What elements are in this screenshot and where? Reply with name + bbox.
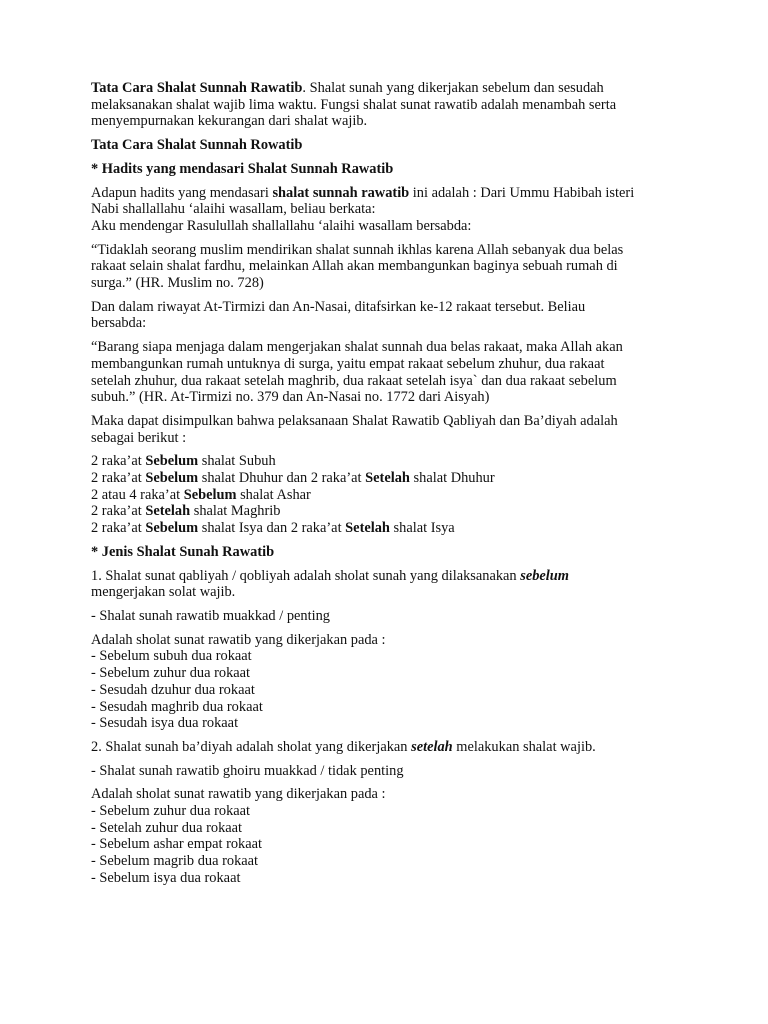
text-line: [91, 836, 691, 853]
text-line: [91, 763, 691, 780]
text-line: [91, 665, 691, 682]
text-run: Adalah sholat sunat rawatib yang dikerjakan pada :: [91, 786, 386, 803]
bold-text: Sebelum: [183, 486, 237, 503]
text-line: [91, 453, 691, 470]
bold-text: Sebelum: [145, 470, 199, 487]
text-run: bersabda:: [91, 315, 147, 332]
text-line: [91, 803, 691, 820]
text-run: melaksanakan shalat wajib lima waktu. Fungsi shalat sunat rawatib adalah menambah serta: [91, 96, 617, 113]
text-line: [91, 356, 691, 373]
text-line: [91, 218, 691, 235]
text-run: shalat Ashar: [236, 486, 311, 503]
paragraph: [91, 339, 691, 406]
text-run: shalat Subuh: [198, 453, 276, 470]
text-run: rakaat selain shalat fardhu, melainkan Allah akan membangunkan baginya sebuah rumah di: [91, 258, 618, 275]
text-run: 1. Shalat sunat qabliyah / qobliyah adalah sholat sunah yang dilaksanakan: [91, 567, 521, 584]
text-run: surga.” (HR. Muslim no. 728): [91, 275, 264, 292]
text-run: 2 atau 4 raka’at: [91, 486, 184, 503]
text-run: - Sebelum magrib dua rokaat: [91, 853, 259, 870]
text-run: - Sebelum isya dua rokaat: [91, 869, 241, 886]
text-line: [91, 568, 691, 585]
paragraph: [91, 185, 691, 235]
text-line: [91, 258, 691, 275]
bold-text: Sebelum: [145, 453, 199, 470]
paragraph: [91, 763, 691, 780]
text-run: setelah zhuhur, dua rakaat setelah maghrib, dua rakaat setelah isya` dan dua rakaat sebelum: [91, 372, 617, 389]
text-line: [91, 373, 691, 390]
text-run: - Sebelum ashar empat rokaat: [91, 836, 263, 853]
text-line: [91, 608, 691, 625]
text-run: shalat Isya: [389, 520, 455, 537]
text-run: 2 raka’at: [91, 453, 146, 470]
text-line: [91, 820, 691, 837]
text-run: shalat Dhuhur dan 2 raka’at: [198, 470, 366, 487]
text-run: - Shalat sunah rawatib ghoiru muakkad / tidak penting: [91, 762, 404, 779]
text-line: [91, 715, 691, 732]
text-line: [91, 389, 691, 406]
text-line: [91, 430, 691, 447]
text-run: subuh.” (HR. At-Tirmizi no. 379 dan An-Nasai no. 1772 dari Aisyah): [91, 389, 490, 406]
text-line: [91, 201, 691, 218]
text-run: Nabi shallallahu ‘alaihi wasallam, beliau berkata:: [91, 201, 376, 218]
text-run: ini adalah : Dari Ummu Habibah isteri: [409, 184, 635, 201]
text-run: 2 raka’at: [91, 503, 146, 520]
text-line: [91, 699, 691, 716]
paragraph: [91, 786, 691, 886]
text-run: - Sesudah isya dua rokaat: [91, 715, 239, 732]
text-line: [91, 470, 691, 487]
text-line: [91, 487, 691, 504]
text-run: shalat Maghrib: [190, 503, 281, 520]
text-run: sebagai berikut :: [91, 429, 187, 446]
text-line: [91, 275, 691, 292]
bold-italic-text: setelah: [411, 738, 453, 755]
text-line: [91, 97, 691, 114]
text-line: [91, 870, 691, 887]
text-run: Maka dapat disimpulkan bahwa pelaksanaan Shalat Rawatib Qabliyah dan Ba’diyah adalah: [91, 412, 618, 429]
paragraph: [91, 413, 691, 446]
text-line: [91, 242, 691, 259]
text-run: - Shalat sunah rawatib muakkad / penting: [91, 607, 330, 624]
bold-text: Setelah: [145, 503, 191, 520]
text-run: - Sebelum zuhur dua rokaat: [91, 665, 251, 682]
text-line: [91, 315, 691, 332]
text-line: [91, 113, 691, 130]
text-line: [91, 520, 691, 537]
paragraph: [91, 632, 691, 732]
text-line: [91, 786, 691, 803]
text-line: [91, 413, 691, 430]
bold-italic-text: sebelum: [520, 567, 569, 584]
paragraph: [91, 299, 691, 332]
text-run: shalat Isya dan 2 raka’at: [198, 520, 346, 537]
paragraph: [91, 242, 691, 292]
text-line: [91, 80, 691, 97]
text-run: - Sesudah dzuhur dua rokaat: [91, 681, 255, 698]
paragraph: [91, 453, 691, 537]
paragraph: [91, 80, 691, 130]
bold-text: Tata Cara Shalat Sunnah Rawatib: [91, 80, 303, 96]
bold-text: * Jenis Shalat Sunah Rawatib: [91, 543, 275, 560]
text-line: [91, 339, 691, 356]
paragraph: [91, 739, 691, 756]
bold-text: Tata Cara Shalat Sunnah Rowatib: [91, 137, 303, 154]
text-run: 2 raka’at: [91, 470, 146, 487]
bold-text: Sebelum: [145, 520, 199, 537]
text-line: [91, 503, 691, 520]
text-run: melakukan shalat wajib.: [452, 738, 596, 755]
text-line: [91, 161, 691, 178]
bold-text: Setelah: [345, 520, 390, 537]
paragraph: [91, 137, 691, 154]
text-line: [91, 853, 691, 870]
text-run: Adalah sholat sunat rawatib yang dikerjakan pada :: [91, 631, 386, 648]
text-run: 2. Shalat sunah ba’diyah adalah sholat yang dikerjakan: [91, 738, 412, 755]
paragraph: [91, 568, 691, 601]
text-line: [91, 137, 691, 154]
text-run: - Setelah zuhur dua rokaat: [91, 819, 243, 836]
text-line: [91, 632, 691, 649]
text-run: 2 raka’at: [91, 520, 146, 537]
bold-text: * Hadits yang mendasari Shalat Sunnah Rawatib: [91, 160, 394, 177]
paragraph: [91, 161, 691, 178]
bold-text: Setelah: [365, 470, 410, 487]
text-line: [91, 682, 691, 699]
text-run: Dan dalam riwayat At-Tirmizi dan An-Nasai, ditafsirkan ke-12 rakaat tersebut. Beliau: [91, 298, 586, 315]
text-line: [91, 648, 691, 665]
text-run: . Shalat sunah yang dikerjakan sebelum dan sesudah: [302, 80, 604, 96]
text-run: “Tidaklah seorang muslim mendirikan shalat sunnah ikhlas karena Allah sebanyak dua belas: [91, 241, 624, 258]
text-run: menyempurnakan kekurangan dari shalat wajib.: [91, 113, 368, 130]
bold-text: shalat sunnah rawatib: [272, 184, 410, 201]
text-run: mengerjakan solat wajib.: [91, 584, 236, 601]
text-line: [91, 544, 691, 561]
text-run: “Barang siapa menjaga dalam mengerjakan shalat sunnah dua belas rakaat, maka Allah akan: [91, 339, 623, 356]
text-run: - Sebelum subuh dua rokaat: [91, 648, 252, 665]
paragraph: [91, 544, 691, 561]
text-run: - Sesudah maghrib dua rokaat: [91, 698, 263, 715]
text-line: [91, 584, 691, 601]
text-run: - Sebelum zuhur dua rokaat: [91, 803, 251, 820]
text-run: shalat Dhuhur: [409, 470, 495, 487]
text-run: Adapun hadits yang mendasari: [91, 184, 273, 201]
text-line: [91, 739, 691, 756]
text-line: [91, 185, 691, 202]
text-line: [91, 299, 691, 316]
text-run: membangunkan rumah untuknya di surga, yaitu empat rakaat sebelum zhuhur, dua rakaat: [91, 355, 605, 372]
paragraph: [91, 608, 691, 625]
text-run: Aku mendengar Rasulullah shallallahu ‘alaihi wasallam bersabda:: [91, 217, 472, 234]
document-body: [91, 80, 691, 894]
